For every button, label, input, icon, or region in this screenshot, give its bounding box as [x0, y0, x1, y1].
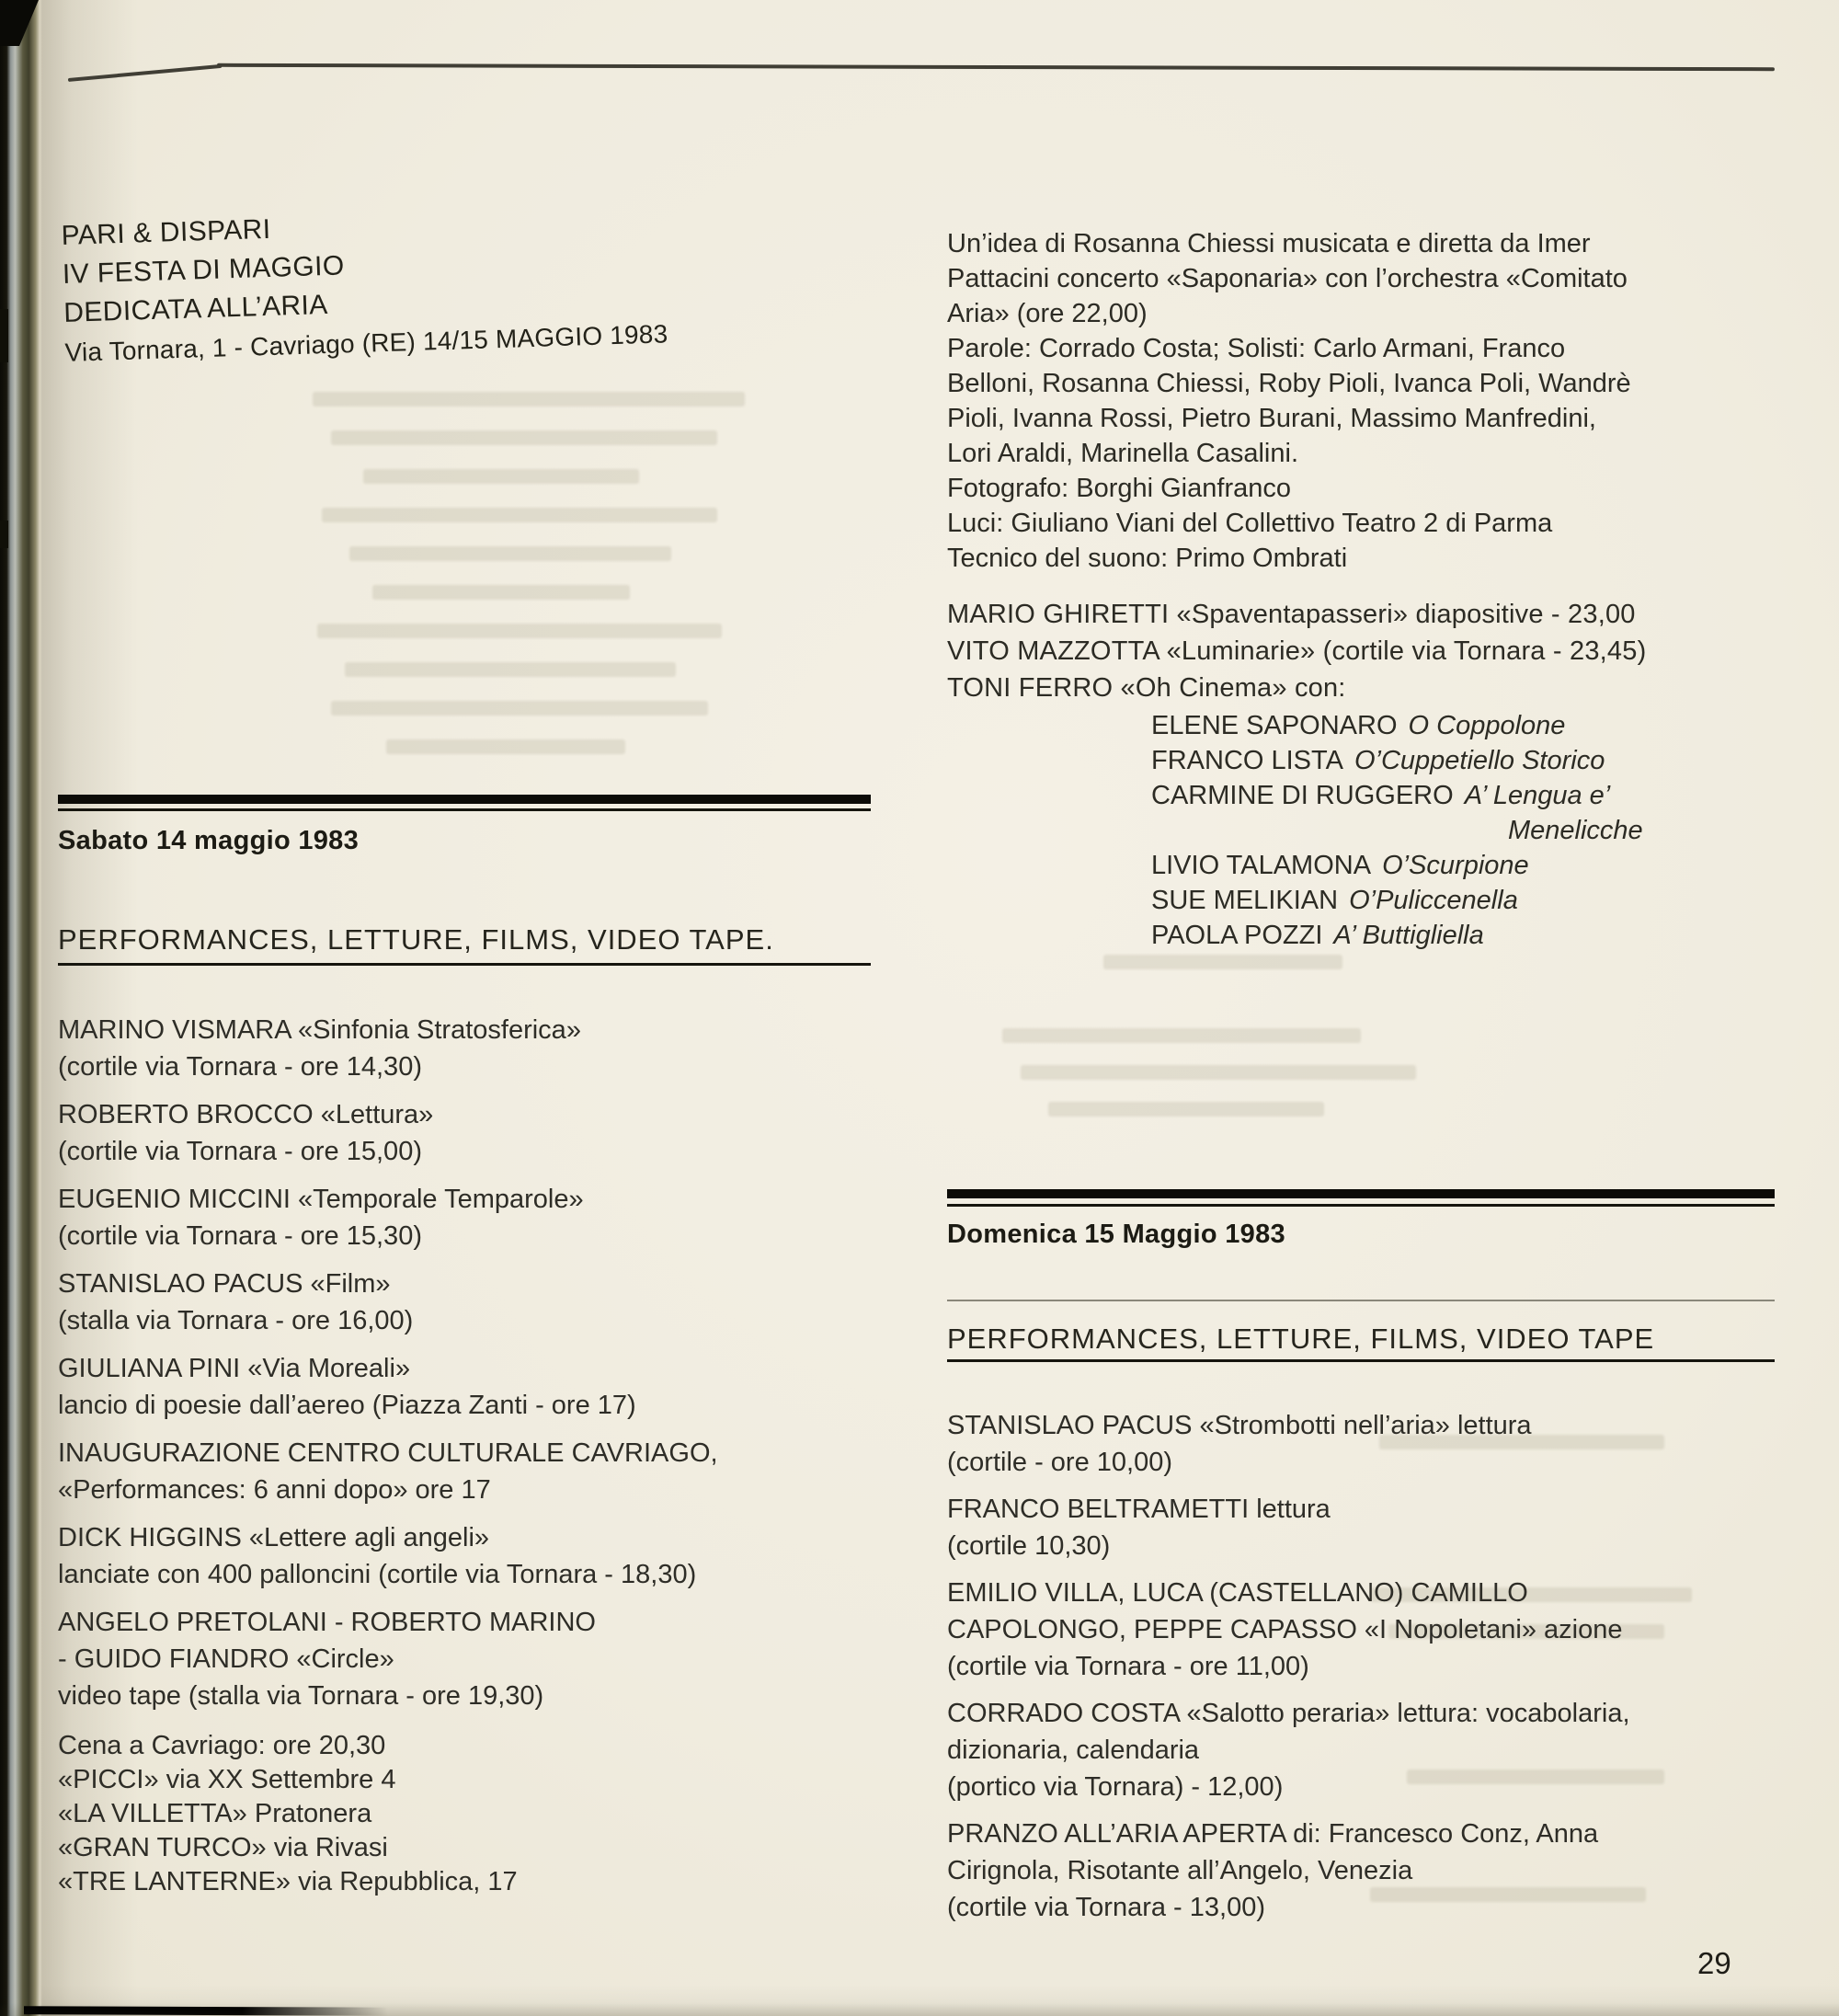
- cast-row: [1151, 743, 1643, 778]
- festival-title-line: IV FESTA DI MAGGIO: [62, 250, 346, 290]
- cast-title: O’Puliccenella: [1349, 886, 1518, 915]
- event-line: ANGELO PRETOLANI - ROBERTO MARINO: [58, 1608, 596, 1637]
- dinner-line: «GRAN TURCO» via Rivasi: [58, 1833, 388, 1862]
- event-line: «Performances: 6 anni dopo» ore 17: [58, 1475, 491, 1505]
- page-top-rule: [217, 63, 1775, 71]
- credits-line: Luci: Giuliano Viani del Collettivo Teatro 2 di Parma: [947, 509, 1553, 538]
- showthrough-ghost-line: [1002, 1028, 1361, 1043]
- showthrough-ghost-line: [349, 546, 671, 561]
- sunday-section-divider-thin: [947, 1204, 1775, 1207]
- event-line: EMILIO VILLA, LUCA (CASTELLANO) CAMILLO: [947, 1578, 1528, 1608]
- event-line: CAPOLONGO, PEPPE CAPASSO «I Nopoletani» azione: [947, 1615, 1623, 1644]
- event-line: INAUGURAZIONE CENTRO CULTURALE CAVRIAGO,: [58, 1438, 718, 1468]
- binding-mark: [0, 309, 8, 362]
- dinner-line: Cena a Cavriago: ore 20,30: [58, 1731, 386, 1760]
- credits-line: Aria» (ore 22,00): [947, 299, 1148, 328]
- event-line: (cortile via Tornara - ore 15,00): [58, 1137, 422, 1166]
- book-binding-edge: [0, 0, 42, 2016]
- saturday-program-heading: PERFORMANCES, LETTURE, FILMS, VIDEO TAPE.: [58, 923, 774, 956]
- credits-line: Un’idea di Rosanna Chiessi musicata e diretta da Imer: [947, 229, 1591, 258]
- sunday-program-heading: PERFORMANCES, LETTURE, FILMS, VIDEO TAPE: [947, 1323, 1655, 1355]
- cast-name: CARMINE DI RUGGERO: [1151, 781, 1454, 810]
- event-line: DICK HIGGINS «Lettere agli angeli»: [58, 1523, 490, 1552]
- cast-title: Menelicche: [1508, 816, 1643, 845]
- showthrough-ghost-line: [331, 430, 717, 445]
- event-item: [58, 1519, 876, 1593]
- event-line: (cortile - ore 10,00): [947, 1448, 1172, 1477]
- festival-title-line: PARI & DISPARI: [61, 213, 271, 251]
- event-line: (cortile via Tornara - ore 15,30): [58, 1221, 422, 1251]
- production-credits: [947, 226, 1784, 576]
- event-line: lanciate con 400 palloncini (cortile via Tornara - 18,30): [58, 1560, 697, 1589]
- event-line: (cortile via Tornara - ore 14,30): [58, 1052, 422, 1082]
- sunday-date-heading: Domenica 15 Maggio 1983: [947, 1220, 1285, 1249]
- festival-title-line: DEDICATA ALL’ARIA: [63, 289, 329, 328]
- credits-line: Parole: Corrado Costa; Solisti: Carlo Armani, Franco: [947, 334, 1566, 363]
- dinner-line: «TRE LANTERNE» via Repubblica, 17: [58, 1867, 518, 1896]
- credits-line: Lori Araldi, Marinella Casalini.: [947, 439, 1298, 468]
- event-line: MARINO VISMARA «Sinfonia Stratosferica»: [58, 1015, 581, 1045]
- late-evening-program: [947, 596, 1784, 706]
- page-bottom-shadow: [0, 2003, 1839, 2016]
- cast-row: [1151, 708, 1643, 743]
- event-item: [58, 1604, 876, 1714]
- event-line: (stalla via Tornara - ore 16,00): [58, 1306, 414, 1335]
- page-number: 29: [1697, 1946, 1731, 1980]
- event-line: ROBERTO BROCCO «Lettura»: [58, 1100, 434, 1129]
- dinner-info-block: [58, 1729, 876, 1899]
- binding-mark: [0, 521, 8, 548]
- saturday-event-list: [58, 1012, 876, 1910]
- late-program-line: VITO MAZZOTTA «Luminarie» (cortile via Tornara - 23,45): [947, 636, 1647, 666]
- cast-row: [1151, 778, 1643, 813]
- late-program-line: TONI FERRO «Oh Cinema» con:: [947, 673, 1346, 703]
- cast-name: LIVIO TALAMONA: [1151, 851, 1372, 880]
- event-line: (portico via Tornara) - 12,00): [947, 1772, 1284, 1802]
- cast-row: [1151, 848, 1643, 883]
- event-line: video tape (stalla via Tornara - ore 19,30): [58, 1681, 544, 1711]
- showthrough-ghost-line: [1048, 1102, 1324, 1117]
- event-line: dizionaria, calendaria: [947, 1735, 1200, 1765]
- event-item: [58, 1435, 876, 1508]
- event-line: - GUIDO FIANDRO «Circle»: [58, 1644, 394, 1674]
- cast-title: A’ Buttigliella: [1333, 921, 1484, 950]
- event-line: EUGENIO MICCINI «Temporale Temparole»: [58, 1185, 584, 1214]
- cast-row: [1151, 918, 1643, 953]
- cast-name: ELENE SAPONARO: [1151, 711, 1398, 740]
- credits-line: Belloni, Rosanna Chiessi, Roby Pioli, Ivanca Poli, Wandrè: [947, 369, 1631, 398]
- event-line: STANISLAO PACUS «Film»: [58, 1269, 391, 1299]
- credits-line: Pioli, Ivanna Rossi, Pietro Burani, Massimo Manfredini,: [947, 404, 1596, 433]
- showthrough-ghost-line: [363, 469, 639, 484]
- festival-title-block: [61, 198, 668, 372]
- late-program-line: MARIO GHIRETTI «Spaventapasseri» diapositive - 23,00: [947, 600, 1636, 629]
- cast-title: O Coppolone: [1408, 711, 1566, 740]
- credits-line: Tecnico del suono: Primo Ombrati: [947, 544, 1348, 573]
- showthrough-ghost-line: [1103, 955, 1342, 969]
- showthrough-ghost-line: [1021, 1065, 1416, 1080]
- event-item: [947, 1575, 1784, 1685]
- showthrough-ghost-line: [313, 392, 745, 407]
- dinner-line: «LA VILLETTA» Pratonera: [58, 1799, 372, 1828]
- saturday-section-divider-thick: [58, 795, 871, 804]
- sunday-event-list: [947, 1407, 1784, 1936]
- showthrough-ghost-line: [345, 662, 676, 677]
- page-top-rule-left-segment: [68, 64, 223, 82]
- event-line: PRANZO ALL’ARIA APERTA di: Francesco Conz, Anna: [947, 1819, 1599, 1849]
- cast-name: SUE MELIKIAN: [1151, 886, 1339, 915]
- showthrough-ghost-line: [386, 739, 625, 754]
- event-line: CORRADO COSTA «Salotto peraria» lettura: vocabolaria,: [947, 1699, 1630, 1728]
- oh-cinema-cast-list: [1151, 708, 1643, 953]
- event-line: (cortile via Tornara - ore 11,00): [947, 1652, 1309, 1681]
- event-item: [947, 1695, 1784, 1805]
- saturday-date-heading: Sabato 14 maggio 1983: [58, 826, 360, 855]
- event-item: [947, 1491, 1784, 1564]
- cast-name: FRANCO LISTA: [1151, 746, 1343, 775]
- showthrough-ghost-line: [317, 624, 722, 638]
- event-line: FRANCO BELTRAMETTI lettura: [947, 1495, 1331, 1524]
- event-item: [58, 1096, 876, 1170]
- dinner-line: «PICCI» via XX Settembre 4: [58, 1765, 396, 1794]
- event-item: [58, 1181, 876, 1254]
- event-item: [947, 1816, 1784, 1926]
- credits-line: Pattacini concerto «Saponaria» con l’orchestra «Comitato: [947, 264, 1628, 293]
- cast-row: [1151, 883, 1643, 918]
- event-item: [58, 1266, 876, 1339]
- cast-title: A’ Lengua e’: [1464, 781, 1611, 810]
- event-line: lancio di poesie dall’aereo (Piazza Zanti - ore 17): [58, 1391, 636, 1420]
- event-item: [58, 1012, 876, 1085]
- cast-title: O’Scurpione: [1382, 851, 1529, 880]
- cast-row-continuation: [1508, 813, 1643, 848]
- showthrough-ghost-line: [331, 701, 708, 716]
- cast-name: PAOLA POZZI: [1151, 921, 1323, 950]
- event-line: GIULIANA PINI «Via Moreali»: [58, 1354, 411, 1383]
- event-line: (cortile via Tornara - 13,00): [947, 1893, 1266, 1922]
- saturday-program-heading-rule: [58, 963, 871, 966]
- showthrough-ghost-line: [372, 585, 630, 600]
- event-line: Cirignola, Risotante all’Angelo, Venezia: [947, 1856, 1413, 1885]
- sunday-section-divider-thick: [947, 1189, 1775, 1198]
- event-item: [947, 1407, 1784, 1481]
- sunday-program-heading-rule: [947, 1359, 1775, 1362]
- saturday-section-divider-thin: [58, 808, 871, 811]
- showthrough-ghost-line: [322, 508, 717, 522]
- event-line: STANISLAO PACUS «Strombotti nell’aria» lettura: [947, 1411, 1532, 1440]
- sunday-program-heading-top-rule: [947, 1300, 1775, 1301]
- cast-title: O’Cuppetiello Storico: [1354, 746, 1605, 775]
- festival-address-date: Via Tornara, 1 - Cavriago (RE) 14/15 MAGGIO 1983: [64, 319, 668, 367]
- event-item: [58, 1350, 876, 1424]
- event-line: (cortile 10,30): [947, 1531, 1111, 1561]
- credits-line: Fotografo: Borghi Gianfranco: [947, 474, 1291, 503]
